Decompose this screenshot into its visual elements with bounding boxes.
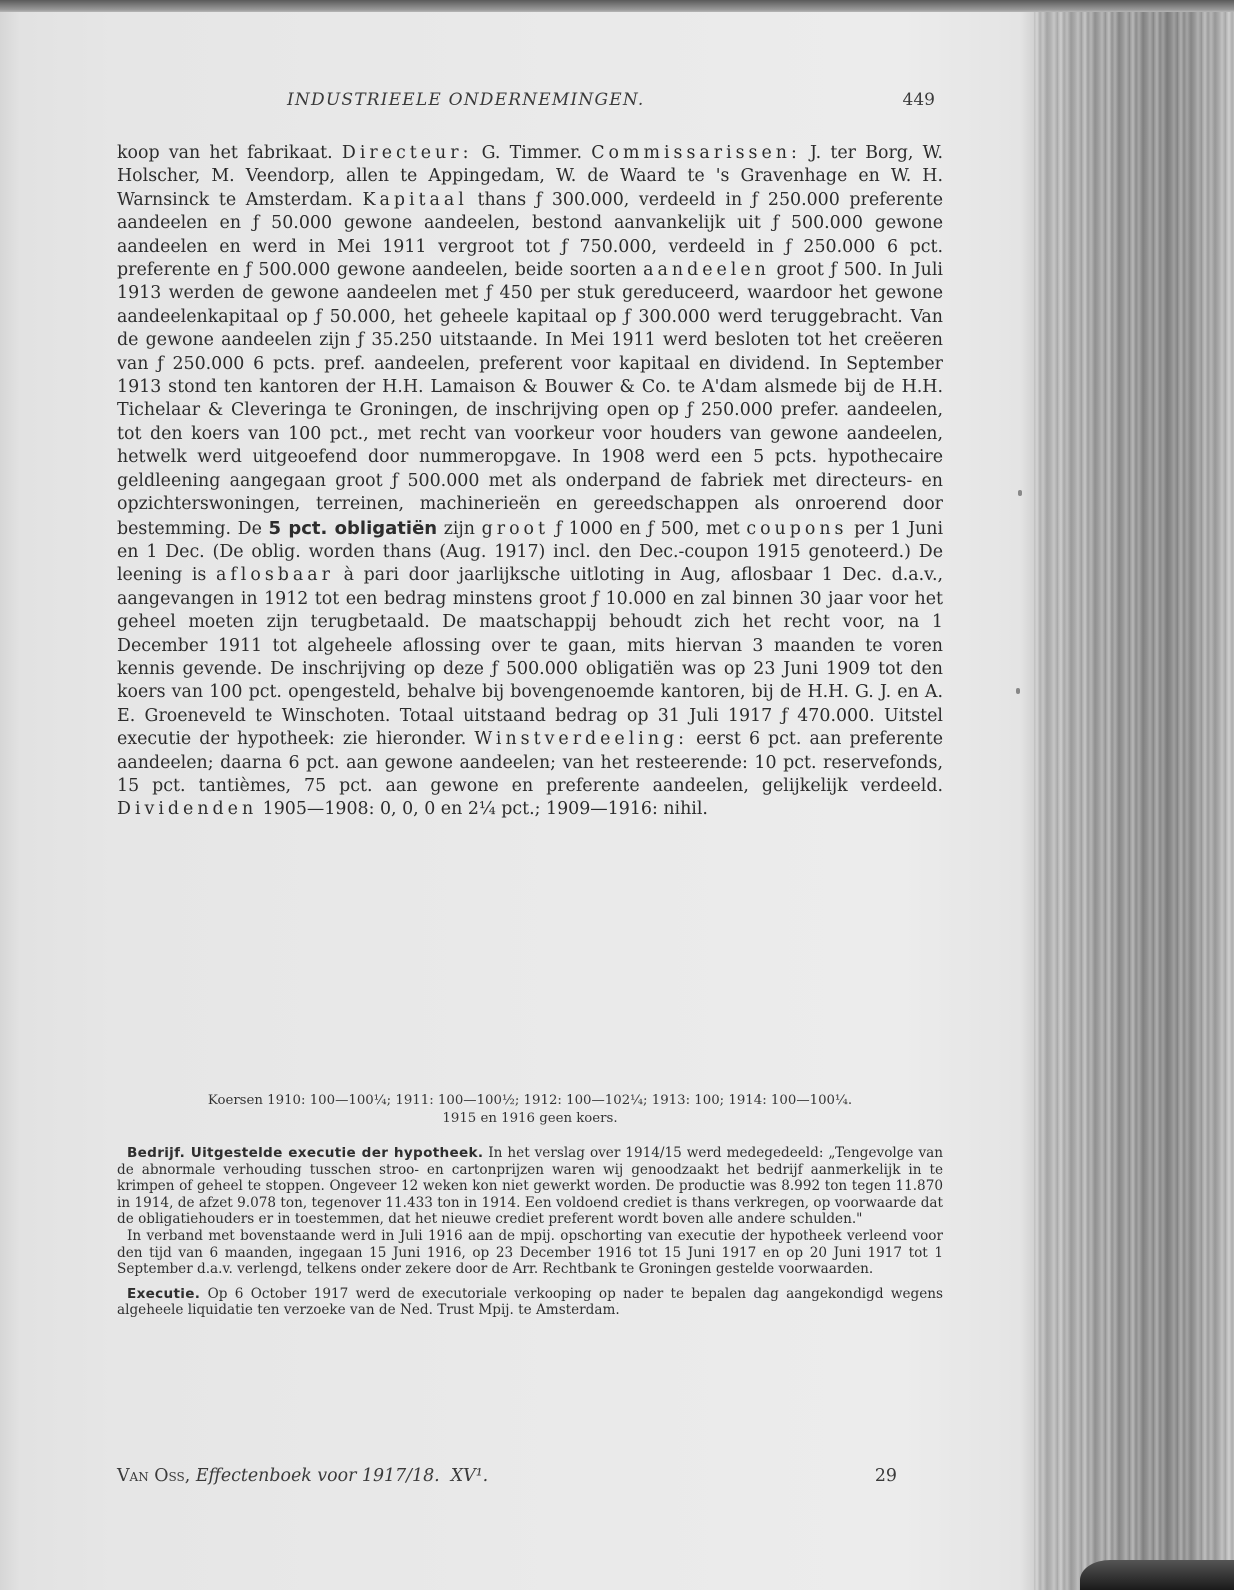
koersen-line: Koersen 1910: 100—100¼; 1911: 100—100½; 1912: 100—102¼; 1913: 100; 1914: 100—100¼. [207, 1093, 853, 1108]
bedrijf-paragraph-2: In verband met bovenstaande werd in Juli 1916 aan de mpij. opschorting van executie der hypotheek verleend voor den tijd van 6 maanden, ingegaan 15 Juni 1916, op 23 December 1916 tot 15 Juni 1917 en op 20 Juni 1917 tot 1 September d.a.v. verlengd, telkens onder zekere door de Arr. Rechtbank te Groningen gestelde voorwaarden. [117, 1227, 943, 1278]
text-run: thans ƒ 300.000, verdeeld in ƒ 250.000 preferente aandeelen en ƒ 50.000 gewone aandeelen, bestond aanvankelijk uit ƒ 500.000 gewone aandeelen en werd in Mei 1911 vergroot tot ƒ 750.000, verdeeld in ƒ 250.000 6 pct. preferente en ƒ 500.000 gewone aandeelen, beide soorten [117, 189, 943, 281]
footer-signature: 29 [874, 1466, 897, 1486]
text-run: J. ter Borg, W. Holscher, M. Veendorp, allen te Appingedam, W. de Waard te 's Gravenhage en W. H. Warnsinck te Amsterdam. [117, 143, 943, 210]
bedrijf-paragraph [117, 1145, 943, 1228]
text-run: koop van het fabrikaat. [117, 143, 342, 163]
executie-paragraph [117, 1286, 943, 1319]
bedrijf-heading: Bedrijf. Uitgestelde executie der hypotheek. [127, 1145, 484, 1161]
groot-label: groot [481, 518, 549, 539]
commissarissen-label: Commissarissen: [591, 143, 801, 163]
page-stack-shade [1034, 12, 1234, 1590]
aandeelen-label: aandeelen [643, 260, 770, 281]
footer-book-title: Effectenboek voor 1917/18. [195, 1466, 440, 1486]
paper-speck [1018, 490, 1022, 496]
page-footer [117, 1466, 943, 1490]
koersen-line: 1915 en 1916 geen koers. [442, 1111, 618, 1126]
text-run: groot ƒ 500. In Juli 1913 werden de gewone aandeelen met ƒ 450 per stuk gereduceerd, waardoor het gewone aandeelenkapitaal op ƒ 50.000, het geheele kapitaal op ƒ 300.000 werd teruggebracht. Van de gewone aandeelen zijn ƒ 35.250 uitstaande. In Mei 1911 werd besloten tot het creëeren van ƒ 250.000 6 pcts. pref. aandeelen, preferent voor kapitaal en dividend. In September 1913 stond ten kantoren der H.H. Lamaison & Bouwer & Co. te A'dam alsmede bij de H.H. Tichelaar & Cleveringa te Groningen, de inschrijving open op ƒ 250.000 prefer. aandeelen, tot den koers van 100 pct., met recht van voorkeur voor houders van gewone aandeelen, hetwelk werd uitgeoefend door nummeropgave. In 1908 werd een 5 pcts. hypothecaire geldleening aangegaan groot ƒ 500.000 met als onderpand de fabriek met directeurs- en opzichterswoningen, terreinen, machinerieën en gereedschappen als onroerend door bestemming. De [117, 260, 943, 539]
footer-volume: XV¹. [450, 1466, 489, 1486]
text-run: per 1 Juni en 1 Dec. (De oblig. worden thans (Aug. 1917) incl. den Dec.-coupon 1915 genoteerd.) De leening is [117, 518, 944, 586]
main-paragraph [117, 142, 943, 822]
kapitaal-label: Kapitaal [362, 189, 468, 210]
text-run: à pari door jaarlijksche uitloting in Aug, aflosbaar 1 Dec. d.a.v., aangevangen in 1912 tot een bedrag minstens groot ƒ 10.000 en zal binnen 30 jaar voor het geheel moeten zijn terugbetaald. De maatschappij behoudt zich het recht voor, na 1 December 1911 tot algeheele aflossing over te gaan, mits hiervan 3 maanden te voren kennis gevende. De inschrijving op deze ƒ 500.000 obligatiën was op 23 Juni 1909 tot den koers van 100 pct. opengesteld, behalve bij bovengenoemde kantoren, bij de H.H. G. J. en A. E. Groeneveld te Winschoten. Totaal uitstaand bedrag op 31 Juli 1917 ƒ 470.000. Uitstel executie der hypotheek: zie hieronder. [117, 565, 943, 750]
footer-author: Van Oss, [117, 1466, 191, 1486]
footer-citation [117, 1466, 488, 1486]
koersen-block [117, 1092, 943, 1128]
running-title: INDUSTRIEELE ONDERNEMINGEN. [287, 90, 645, 110]
winstverdeeling-label: Winstverdeeling: [474, 729, 689, 750]
text-run: In het verslag over 1914/15 werd medegedeeld: „Tengevolge van de abnormale verhouding tusschen stroo- en cartonprijzen waren wij genoodzaakt het bedrijf aanmerkelijk in te krimpen of geheel te stoppen. Ongeveer 12 weken kon niet gewerkt worden. De productie was 8.992 ton tegen 11.870 in 1914, de afzet 9.078 ton, tegenover 11.433 ton in 1914. Een voldoend crediet is thans verkregen, op voorwaarde dat de obligatiehouders er in toestemmen, dat het nieuwe crediet preferent wordt boven alle andere schulden." [117, 1145, 943, 1228]
executie-heading: Executie. [127, 1285, 201, 1302]
text-run: 1905—1908: 0, 0, 0 en 2¼ pct.; 1909—1916: nihil. [257, 799, 708, 820]
book-cover-shadow [1080, 1560, 1234, 1590]
directeur-label: Directeur: [341, 143, 473, 163]
text-run: ƒ 1000 en ƒ 500, met [549, 518, 747, 539]
page-number: 449 [902, 90, 935, 110]
text-run: G. Timmer. [472, 143, 592, 163]
running-head [117, 90, 943, 114]
notes-section [117, 1145, 943, 1319]
coupons-label: coupons [746, 518, 848, 539]
text-run: eerst 6 pct. aan preferente aandeelen; daarna 6 pct. aan gewone aandeelen; van het resteerende: 10 pct. reservefonds, 15 pct. tantièmes, 75 pct. aan gewone en preferente aandeelen, gelijkelijk verdeeld. [117, 729, 943, 796]
dividenden-label: Dividenden [117, 799, 258, 820]
paper-speck [1016, 688, 1020, 694]
company-entry-body [117, 142, 943, 822]
text-run: zijn [437, 518, 482, 539]
obligaties-heading: 5 pct. obligatiën [268, 517, 438, 539]
aflosbaar-label: aflosbaar [216, 565, 334, 586]
text-run: Op 6 October 1917 werd de executoriale verkooping op nader te bepalen dag aangekondigd wegens algeheele liquidatie ten verzoeke van de Ned. Trust Mpij. te Amsterdam. [117, 1285, 943, 1319]
